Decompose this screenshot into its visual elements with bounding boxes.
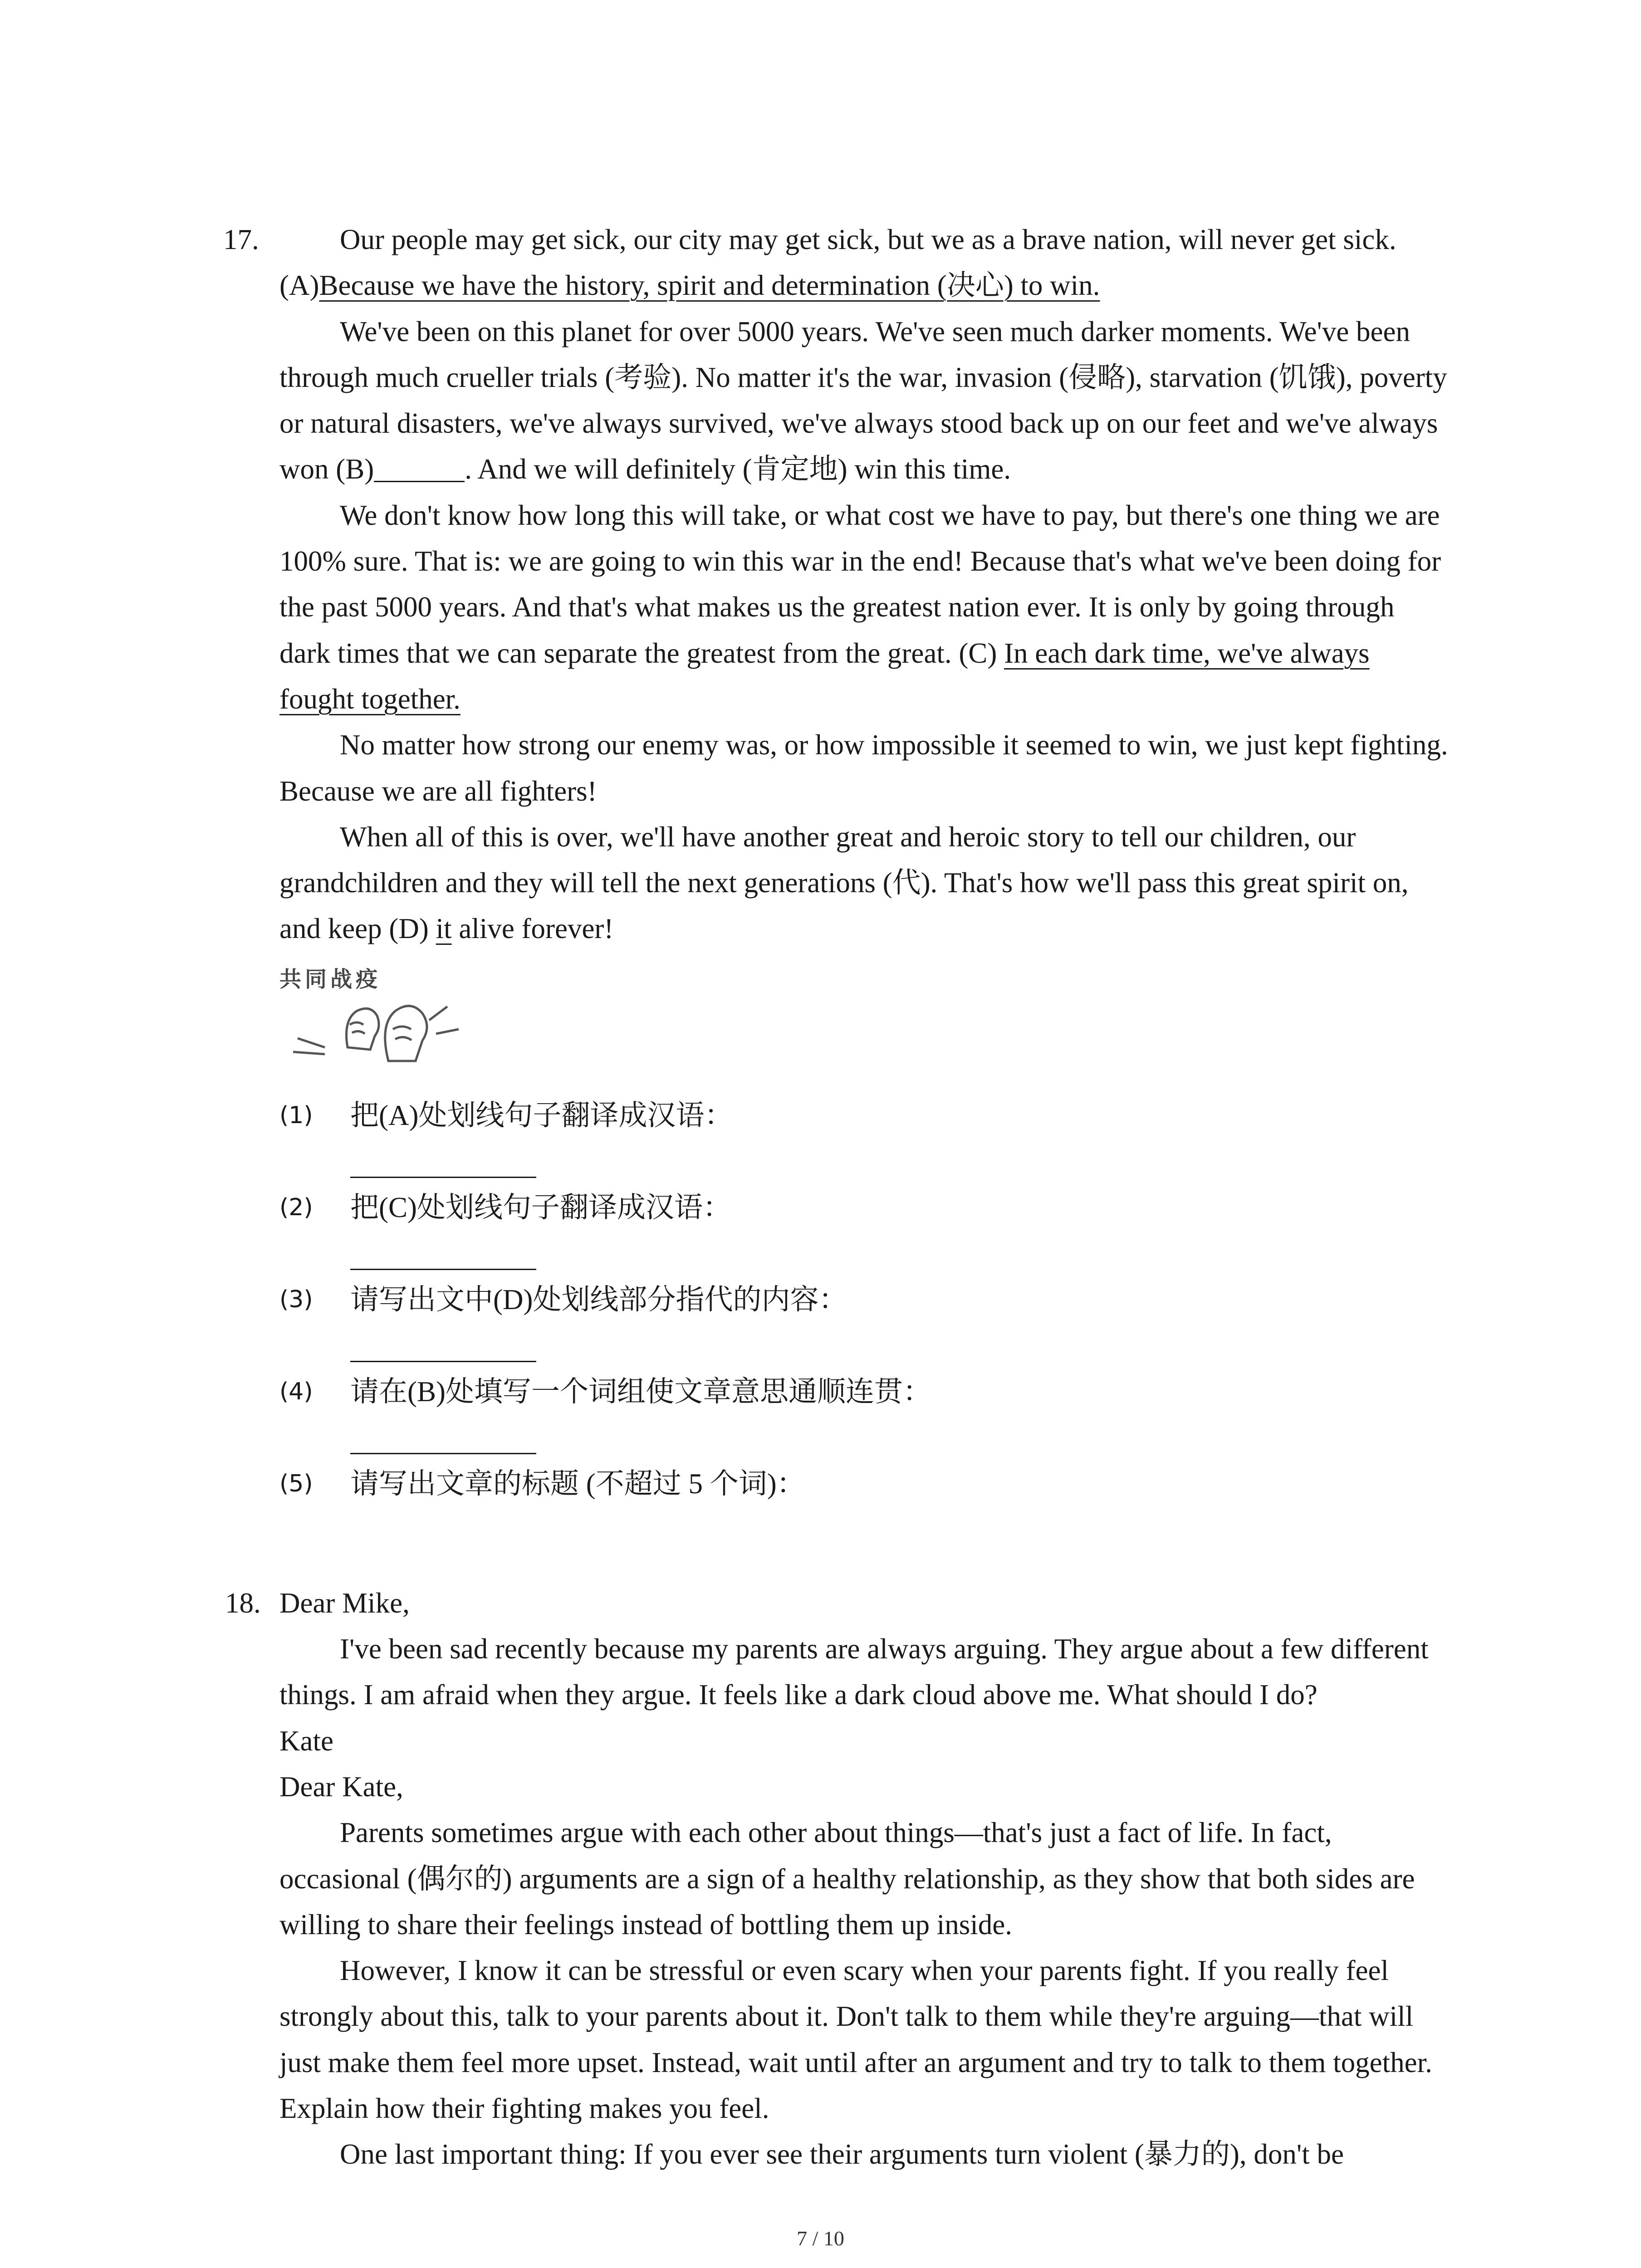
subquestion-2 xyxy=(225,1185,1450,1277)
paragraph xyxy=(279,493,1450,722)
subquestion-text: 请写出文章的标题 (不超过 5 个词)： xyxy=(350,1467,805,1500)
answer-line[interactable] xyxy=(350,1177,536,1178)
subquestion-text: 请写出文中(D)处划线部分指代的内容： xyxy=(350,1283,847,1315)
subquestion-5 xyxy=(225,1461,1450,1553)
answer-line[interactable] xyxy=(350,1361,536,1362)
paragraph: Parents sometimes argue with each other about things—that's just a fact of life. In fact, occasional (偶尔的) arguments are a sign of a healthy relationship, as they show that both sides are willing to share their feelings instead of bottling them up inside. xyxy=(279,1817,1415,1941)
subquestion-number: (2) xyxy=(279,1193,313,1221)
fist-illustration xyxy=(279,957,479,1075)
content xyxy=(225,217,1450,2178)
answer-line[interactable] xyxy=(350,1453,536,1454)
paragraph-text: alive forever! xyxy=(451,913,614,945)
figure-caption: 共同战疫 xyxy=(279,966,382,992)
paragraph-text: . And we will definitely (肯定地) win this time. xyxy=(465,453,1011,485)
underlined-sentence-c: In each dark time, we've always fought together. xyxy=(279,637,1370,715)
page-number: 7 / 10 xyxy=(797,2227,844,2250)
subquestion-number: (1) xyxy=(279,1101,313,1129)
subquestion-text: 把(C)处划线句子翻译成汉语： xyxy=(350,1191,731,1223)
question-number: 17. xyxy=(223,224,259,255)
greeting: Dear Mike, xyxy=(279,1587,410,1619)
question-18 xyxy=(225,1580,1450,2178)
subquestion-text: 把(A)处划线句子翻译成汉语： xyxy=(350,1099,733,1131)
subquestion-1 xyxy=(225,1093,1450,1185)
paragraph xyxy=(279,217,1450,309)
subquestion-number: (3) xyxy=(279,1286,313,1313)
question-number: 18. xyxy=(225,1587,261,1619)
question-17 xyxy=(225,217,1450,1553)
paragraph: However, I know it can be stressful or even scary when your parents fight. If you really feel strongly about this, talk to your parents about it. Don't talk to them while they're arguing—that will just make them feel more upset. Instead, wait until after an argument and try to talk to them together. Explain how their fighting makes you feel. xyxy=(279,1955,1432,2125)
paragraph-text: We don't know how long this will take, or what cost we have to pay, but there's one thing we are 100% sure. That is: we are going to win this war in the end! Because that's what we've been doing for the past 5000 years. And that's what makes us the greatest nation ever. It is only by going through dark times that we can separate the greatest from the great. (C) xyxy=(279,499,1441,669)
subquestion-number: (4) xyxy=(279,1378,313,1405)
greeting: Dear Kate, xyxy=(279,1770,403,1803)
signature: Kate xyxy=(279,1725,333,1757)
subquestion-text: 请在(B)处填写一个词组使文章意思通顺连贯： xyxy=(350,1375,931,1408)
subquestion-3 xyxy=(225,1277,1450,1369)
paragraph xyxy=(279,814,1450,952)
paragraph: I've been sad recently because my parents are always arguing. They argue about a few different things. I am afraid when they argue. It feels like a dark cloud above me. What should I do? xyxy=(279,1633,1429,1711)
underlined-word-d: it xyxy=(436,913,452,945)
answer-line[interactable] xyxy=(350,1269,536,1270)
subquestion-number: (5) xyxy=(279,1470,313,1497)
paragraph-text: When all of this is over, we'll have another great and heroic story to tell our children, our grandchildren and they will tell the next generations (代). That's how we'll pass this great spirit on, and keep (D) xyxy=(279,821,1409,945)
paragraph: No matter how strong our enemy was, or how impossible it seemed to win, we just kept fighting. Because we are all fighters! xyxy=(279,729,1448,807)
paragraph xyxy=(279,309,1450,493)
blank-b[interactable] xyxy=(374,454,465,482)
underlined-sentence-a: Because we have the history, spirit and determination (决心) to win. xyxy=(319,269,1100,302)
subquestions xyxy=(225,1093,1450,1553)
paragraph-text: Our people may get sick, our city may get sick, but we as a brave nation, will never get sick. (A) xyxy=(279,224,1396,302)
paragraph-text: We've been on this planet for over 5000 years. We've seen much darker moments. We've been through much crueller trials (考验). No matter it's the war, invasion (侵略), starvation (饥饿), poverty or natural disasters, we've always survived, we've always stood back up on our feet and we've always won (B) xyxy=(279,315,1447,485)
paragraph: One last important thing: If you ever see their arguments turn violent (暴力的), don't be xyxy=(340,2138,1344,2170)
subquestion-4 xyxy=(225,1369,1450,1461)
